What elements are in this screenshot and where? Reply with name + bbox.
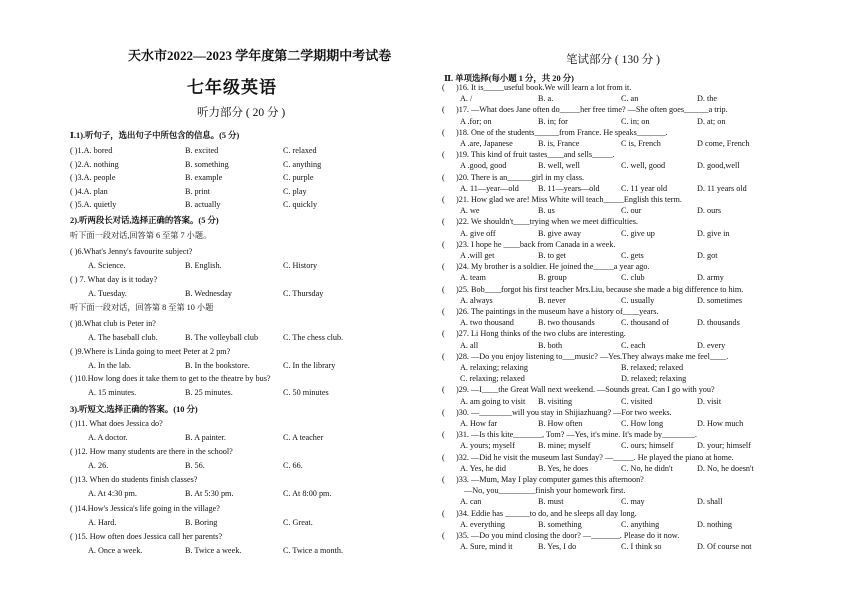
paren: ( bbox=[442, 284, 445, 294]
question-6: ( )6.What's Jenny's favourite subject? bbox=[70, 247, 193, 256]
option-b: B. something bbox=[538, 519, 582, 529]
option-c: C. In the library bbox=[283, 360, 336, 370]
option-c: C. Thursday bbox=[283, 288, 324, 298]
option-a: A. At 4:30 pm. bbox=[88, 489, 137, 499]
option-c: C. 66. bbox=[283, 461, 303, 471]
question-12: ( )12. How many students are there in the school? bbox=[70, 447, 233, 457]
listening-title: 听力部分 ( 20 分 ) bbox=[197, 107, 286, 119]
option-b: B. two thousands bbox=[538, 318, 595, 328]
option-c: C. club bbox=[621, 273, 645, 283]
option-d: D. ours bbox=[697, 206, 722, 216]
question-24: )24. My brother is a soldier. He joined the_____a year ago. bbox=[456, 262, 650, 272]
option-b: B. must bbox=[538, 497, 564, 507]
question-32: )32. —Did he visit the museum last Sunday? —_____. He played the piano at home. bbox=[456, 452, 734, 462]
option-a: A. can bbox=[460, 497, 482, 507]
option-b: B. Yes, he does bbox=[538, 463, 589, 473]
question-17: )17. —What does Jane often do_____her free time? —She often goes______a trip. bbox=[456, 105, 728, 115]
question-10: ( )10.How long does it take them to get to the theatre by bus? bbox=[70, 374, 271, 384]
option-b: B. us bbox=[538, 206, 555, 216]
option-c: C. gets bbox=[621, 251, 644, 260]
option-b: B. relaxed; relaxed bbox=[621, 363, 684, 372]
option-c: C. give up bbox=[621, 228, 655, 238]
option-c: C. No, he didn't bbox=[621, 463, 673, 473]
question-16: )16. It is_____useful book.We will learn a lot from it. bbox=[456, 83, 632, 92]
option-b: B. give away bbox=[538, 228, 581, 238]
paren: ( bbox=[442, 407, 445, 417]
option-b: B. 56. bbox=[185, 461, 205, 471]
option-b: B. is, France bbox=[538, 139, 580, 148]
question-9: ( )9.Where is Linda going to meet Peter at 2 pm? bbox=[70, 346, 231, 356]
option-a: A. 11—year—old bbox=[460, 183, 519, 193]
question-7: ( ) 7. What day is it today? bbox=[70, 274, 158, 284]
paren: ( bbox=[442, 531, 445, 540]
option-a: A. Science. bbox=[88, 261, 126, 270]
option-c: C. 11 year old bbox=[621, 183, 668, 193]
subject-title: 七年级英语 bbox=[187, 78, 277, 97]
section-1-heading: Ⅰ.1).听句子，选出句子中所包含的信息。(5 分) bbox=[70, 131, 240, 140]
option-c: C. well, good bbox=[621, 161, 666, 171]
option-b: B. in; for bbox=[538, 116, 568, 126]
section-2-heading: 2).听两段长对话,选择正确的答案。(5 分) bbox=[70, 216, 219, 225]
question-21: )21. How glad we are! Miss White will teach_____English this term. bbox=[456, 195, 682, 204]
option-d: D. relaxed; relaxing bbox=[621, 374, 687, 384]
option-c: C. usually bbox=[621, 295, 655, 305]
option-c: C. in; on bbox=[621, 116, 650, 126]
question-25: )25. Bob____forgot his first teacher Mrs.Liu, because she made a big difference to him. bbox=[456, 284, 744, 294]
question-26: )26. The paintings in the museum have a history of____years. bbox=[456, 307, 659, 316]
option-b: B. actually bbox=[185, 200, 221, 210]
option-c: C. Great. bbox=[283, 517, 313, 527]
question-19: )19. This kind of fruit tastes____and sells_____. bbox=[456, 150, 615, 160]
option-a: A. The baseball club. bbox=[88, 333, 158, 342]
option-c: C. Twice a month. bbox=[283, 545, 343, 555]
option-d: D. thousands bbox=[697, 318, 740, 328]
option-d: D. visit bbox=[697, 396, 722, 406]
paren: ( bbox=[442, 127, 445, 137]
option-d: D. sometimes bbox=[697, 295, 743, 305]
option-b: B. 25 minutes. bbox=[185, 388, 233, 398]
option-c: C. play bbox=[283, 186, 307, 196]
option-b: B. mine; myself bbox=[538, 441, 591, 451]
option-a: A. In the lab. bbox=[88, 360, 131, 370]
option-a: A. am going to visit bbox=[460, 396, 526, 406]
option-a: A. all bbox=[460, 340, 479, 350]
question-23: )23. I hope he ____back from Canada in a week. bbox=[456, 239, 616, 249]
option-a: A. Once a week. bbox=[88, 545, 143, 555]
section-3-heading: 3).听短文,选择正确的答案。(10 分) bbox=[70, 405, 198, 414]
option-b: B. print bbox=[185, 186, 211, 196]
option-b: B. 11—years—old bbox=[538, 183, 600, 193]
question-15: ( )15. How often does Jessica call her parents? bbox=[70, 531, 223, 541]
option-a: A .are, Japanese bbox=[460, 139, 513, 148]
option-c: C. At 8:00 pm. bbox=[283, 489, 332, 499]
option-b: B. well, well bbox=[538, 161, 580, 171]
option-a: A. give off bbox=[460, 228, 496, 238]
option-b: B. excited bbox=[185, 146, 219, 155]
option-a: A. Sure, mind it bbox=[460, 542, 513, 552]
section-2-note-1: 听下面一段对话,回答第 6 至第 7 小题。 bbox=[70, 231, 212, 240]
paren: ( bbox=[442, 105, 445, 115]
paren: ( bbox=[442, 307, 445, 316]
question-14: ( )14.How's Jessica's life going in the village? bbox=[70, 503, 220, 513]
question-2: ( )2.A. nothing bbox=[70, 159, 119, 169]
paren: ( bbox=[442, 329, 445, 339]
question-18: )18. One of the students______from France. He speaks_______. bbox=[456, 127, 668, 137]
option-d: D. the bbox=[697, 94, 718, 104]
option-a: A. How far bbox=[460, 419, 498, 428]
option-c: C. A teacher bbox=[283, 433, 324, 442]
option-c: C. ours; himself bbox=[621, 441, 674, 451]
option-c: C. visited bbox=[621, 396, 653, 406]
option-a: A. everything bbox=[460, 519, 506, 529]
option-c: C. How long bbox=[621, 419, 664, 428]
question-27: )27. Li Hong thinks of the two clubs are interesting. bbox=[456, 329, 626, 339]
option-c: C. our bbox=[621, 206, 642, 216]
question-1: ( )1.A. bored bbox=[70, 146, 113, 155]
question-13: ( )13. When do students finish classes? bbox=[70, 475, 198, 485]
option-b: B. example bbox=[185, 173, 223, 183]
section-2-note-2: 听下面一段对话，回答第 8 至第 10 小题 bbox=[70, 303, 214, 312]
option-b: B. both bbox=[538, 340, 563, 350]
option-c: C. History bbox=[283, 261, 318, 270]
option-d: D. at; on bbox=[697, 116, 726, 126]
option-c: C. The chess club. bbox=[283, 333, 344, 342]
option-a: A. 15 minutes. bbox=[88, 388, 137, 398]
question-29: )29. —I____the Great Wall next weekend. —Sounds great. Can I go with you? bbox=[456, 385, 715, 395]
written-title: 笔试部分 ( 130 分 ) bbox=[566, 54, 660, 66]
option-b: B. Wednesday bbox=[185, 288, 232, 298]
option-c: C. anything bbox=[621, 519, 660, 529]
option-d: D. Of course not bbox=[697, 542, 752, 552]
option-a: A .will get bbox=[460, 251, 495, 260]
question-28: )28. —Do you enjoy listening to___music? —Yes.They always make me feel____. bbox=[456, 351, 729, 361]
question-31: )31. —Is this kite_______, Tom? —Yes, it's mine. It's made by________. bbox=[456, 430, 697, 440]
option-d: D. give in bbox=[697, 228, 730, 238]
option-d: D. every bbox=[697, 340, 726, 350]
paren: ( bbox=[442, 508, 445, 518]
paren: ( bbox=[442, 195, 445, 204]
exam-title: 天水市2022—2023 学年度第二学期期中考试卷 bbox=[128, 48, 392, 63]
option-d: D. No, he doesn't bbox=[697, 463, 754, 473]
option-a: A. yours; myself bbox=[460, 441, 515, 451]
paren: ( bbox=[442, 430, 445, 440]
question-8: ( )8.What club is Peter in? bbox=[70, 319, 156, 328]
option-b: B. The volleyball club bbox=[185, 333, 259, 342]
option-a: A. Yes, he did bbox=[460, 463, 506, 473]
paren: ( bbox=[442, 351, 445, 361]
option-c: C. 50 minutes bbox=[283, 388, 329, 398]
question-33: )33. —Mum, May I play computer games this afternoon? bbox=[456, 475, 644, 484]
option-c: C is, French bbox=[621, 139, 661, 148]
option-a: A .good, good bbox=[460, 161, 507, 171]
paren: ( bbox=[442, 262, 445, 272]
option-b: B. Twice a week. bbox=[185, 545, 242, 555]
option-c: C. relaxed bbox=[283, 146, 317, 155]
paren: ( bbox=[442, 475, 445, 484]
option-c: C. each bbox=[621, 340, 646, 350]
option-a: A. 26. bbox=[88, 461, 109, 471]
option-c: C. an bbox=[621, 94, 639, 104]
option-b: B. group bbox=[538, 273, 567, 283]
option-b: B. Boring bbox=[185, 517, 218, 527]
option-b: B. A painter. bbox=[185, 433, 226, 442]
option-a: A. A doctor. bbox=[88, 433, 128, 442]
question-4: ( )4.A. plan bbox=[70, 186, 108, 196]
option-a: A. Tuesday. bbox=[88, 288, 127, 298]
option-a: A. relaxing; relaxing bbox=[460, 363, 528, 372]
option-b: B. Yes, I do bbox=[538, 542, 577, 552]
option-d: D. 11 years old bbox=[697, 183, 747, 193]
option-b: B. At 5:30 pm. bbox=[185, 489, 234, 499]
option-d: D. nothing bbox=[697, 519, 733, 529]
option-a: A. we bbox=[460, 206, 480, 216]
option-b: B. How often bbox=[538, 419, 583, 428]
question-11: ( )11. What does Jessica do? bbox=[70, 419, 163, 428]
question-20: )20. There is an______girl in my class. bbox=[456, 172, 585, 182]
option-d: D. your; himself bbox=[697, 441, 751, 451]
option-c: C. quickly bbox=[283, 200, 318, 210]
option-b: B. a. bbox=[538, 94, 554, 104]
paren: ( bbox=[442, 385, 445, 395]
option-c: C. thousand of bbox=[621, 318, 669, 328]
option-a: A. two thousand bbox=[460, 318, 514, 328]
question-35: )35. —Do you mind closing the door? —_______. Please do it now. bbox=[456, 531, 680, 540]
option-b: B. never bbox=[538, 295, 566, 305]
option-d: D. good,well bbox=[697, 161, 740, 171]
option-c: C. relaxing; relaxed bbox=[460, 374, 525, 384]
option-d: D. shall bbox=[697, 497, 723, 507]
paren: ( bbox=[442, 452, 445, 462]
paren: ( bbox=[442, 83, 445, 92]
question-33-line-2: —No, you_________finish your homework first. bbox=[464, 486, 626, 496]
option-a: A. always bbox=[460, 295, 493, 305]
paren: ( bbox=[442, 172, 445, 182]
option-b: B. to get bbox=[538, 251, 566, 260]
option-c: C. purple bbox=[283, 173, 314, 183]
option-d: D. got bbox=[697, 251, 718, 260]
question-5: ( )5.A. quietly bbox=[70, 200, 117, 210]
option-b: B. visiting bbox=[538, 396, 573, 406]
option-d: D come, French bbox=[697, 139, 750, 148]
option-b: B. something bbox=[185, 159, 229, 169]
option-b: B. English. bbox=[185, 261, 222, 270]
question-34: )34. Eddie has ______to do, and he sleeps all day long. bbox=[456, 508, 637, 518]
question-22: )22. We shouldn't____trying when we meet difficulties. bbox=[456, 217, 638, 227]
option-d: D. army bbox=[697, 273, 724, 283]
option-a: A. Hard. bbox=[88, 517, 117, 527]
question-30: )30. —________will you stay in Shijiazhuang? —For two weeks. bbox=[456, 407, 672, 417]
paren: ( bbox=[442, 150, 445, 160]
option-c: C. may bbox=[621, 497, 645, 507]
option-c: C. anything bbox=[283, 159, 322, 169]
paren: ( bbox=[442, 217, 445, 227]
section-2-single-choice-heading: Ⅱ. 单项选择(每小题 1 分，共 20 分) bbox=[444, 74, 574, 83]
option-a: A .for; on bbox=[460, 116, 492, 126]
option-a: A. / bbox=[460, 94, 473, 104]
option-d: D. How much bbox=[697, 419, 744, 428]
paren: ( bbox=[442, 239, 445, 249]
option-c: C. I think so bbox=[621, 542, 662, 552]
option-a: A. team bbox=[460, 273, 486, 283]
question-3: ( )3.A. people bbox=[70, 173, 116, 183]
option-b: B. In the bookstore. bbox=[185, 360, 250, 370]
